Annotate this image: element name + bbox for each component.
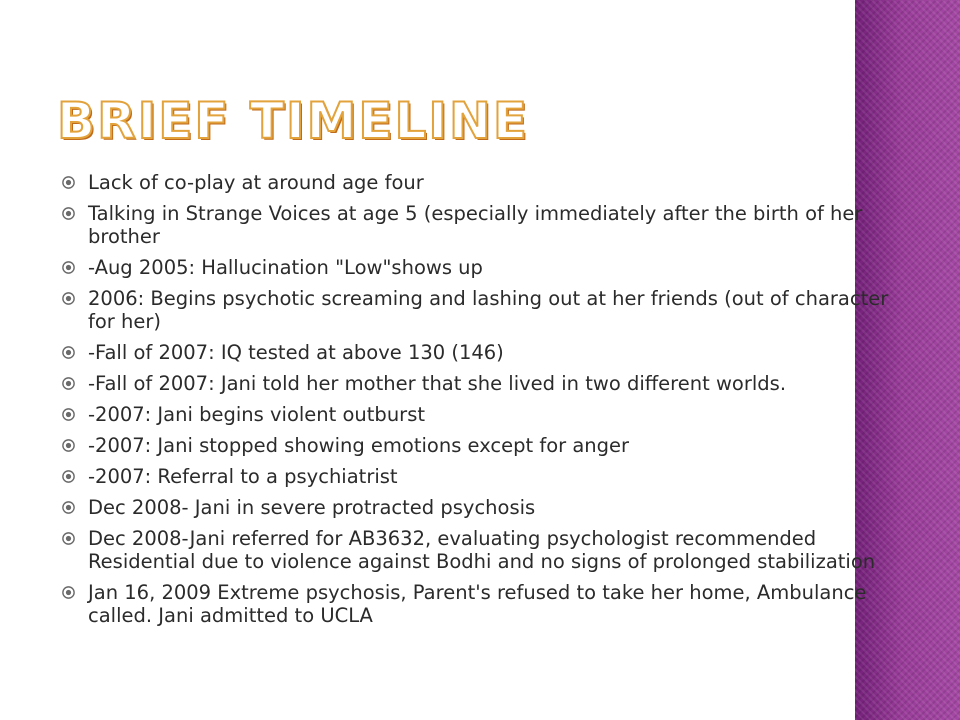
timeline-item	[61, 202, 906, 248]
timeline-item	[61, 256, 906, 279]
timeline-item-text: Dec 2008-Jani referred for AB3632, evaluating psychologist recommended Residential due to violence against Bodhi and no signs of prolonged stabilization	[88, 527, 876, 573]
timeline-item-text: -Fall of 2007: Jani told her mother that she lived in two different worlds.	[88, 372, 787, 395]
circled-dot-icon	[61, 438, 76, 453]
timeline-item	[61, 171, 906, 194]
timeline-item-text: -Aug 2005: Hallucination "Low"shows up	[88, 256, 483, 279]
circled-dot-icon	[61, 407, 76, 422]
circled-dot-icon	[61, 469, 76, 484]
circled-dot-icon	[61, 175, 76, 190]
timeline-item-text: Jan 16, 2009 Extreme psychosis, Parent's refused to take her home, Ambulance called. Jani admitted to UCLA	[88, 581, 867, 627]
timeline-item	[61, 527, 906, 573]
timeline-item-text: -2007: Jani stopped showing emotions except for anger	[88, 434, 630, 457]
circled-dot-icon	[61, 585, 76, 600]
timeline-item	[61, 341, 906, 364]
timeline-list	[61, 171, 906, 635]
timeline-item-text: Talking in Strange Voices at age 5 (especially immediately after the birth of her brother	[88, 202, 863, 248]
timeline-item	[61, 403, 906, 426]
timeline-item-text: Dec 2008- Jani in severe protracted psychosis	[88, 496, 536, 519]
slide-title: BRIEF TIMELINE	[57, 92, 530, 150]
timeline-item	[61, 434, 906, 457]
circled-dot-icon	[61, 345, 76, 360]
timeline-item	[61, 372, 906, 395]
circled-dot-icon	[61, 531, 76, 546]
timeline-item-text: Lack of co-play at around age four	[88, 171, 424, 194]
circled-dot-icon	[61, 260, 76, 275]
circled-dot-icon	[61, 500, 76, 515]
circled-dot-icon	[61, 291, 76, 306]
timeline-item	[61, 581, 906, 627]
circled-dot-icon	[61, 206, 76, 221]
timeline-item-text: -Fall of 2007: IQ tested at above 130 (146)	[88, 341, 504, 364]
timeline-item	[61, 496, 906, 519]
timeline-item	[61, 465, 906, 488]
timeline-item-text: 2006: Begins psychotic screaming and lashing out at her friends (out of character for her)	[88, 287, 889, 333]
timeline-item	[61, 287, 906, 333]
timeline-item-text: -2007: Referral to a psychiatrist	[88, 465, 398, 488]
timeline-item-text: -2007: Jani begins violent outburst	[88, 403, 425, 426]
circled-dot-icon	[61, 376, 76, 391]
